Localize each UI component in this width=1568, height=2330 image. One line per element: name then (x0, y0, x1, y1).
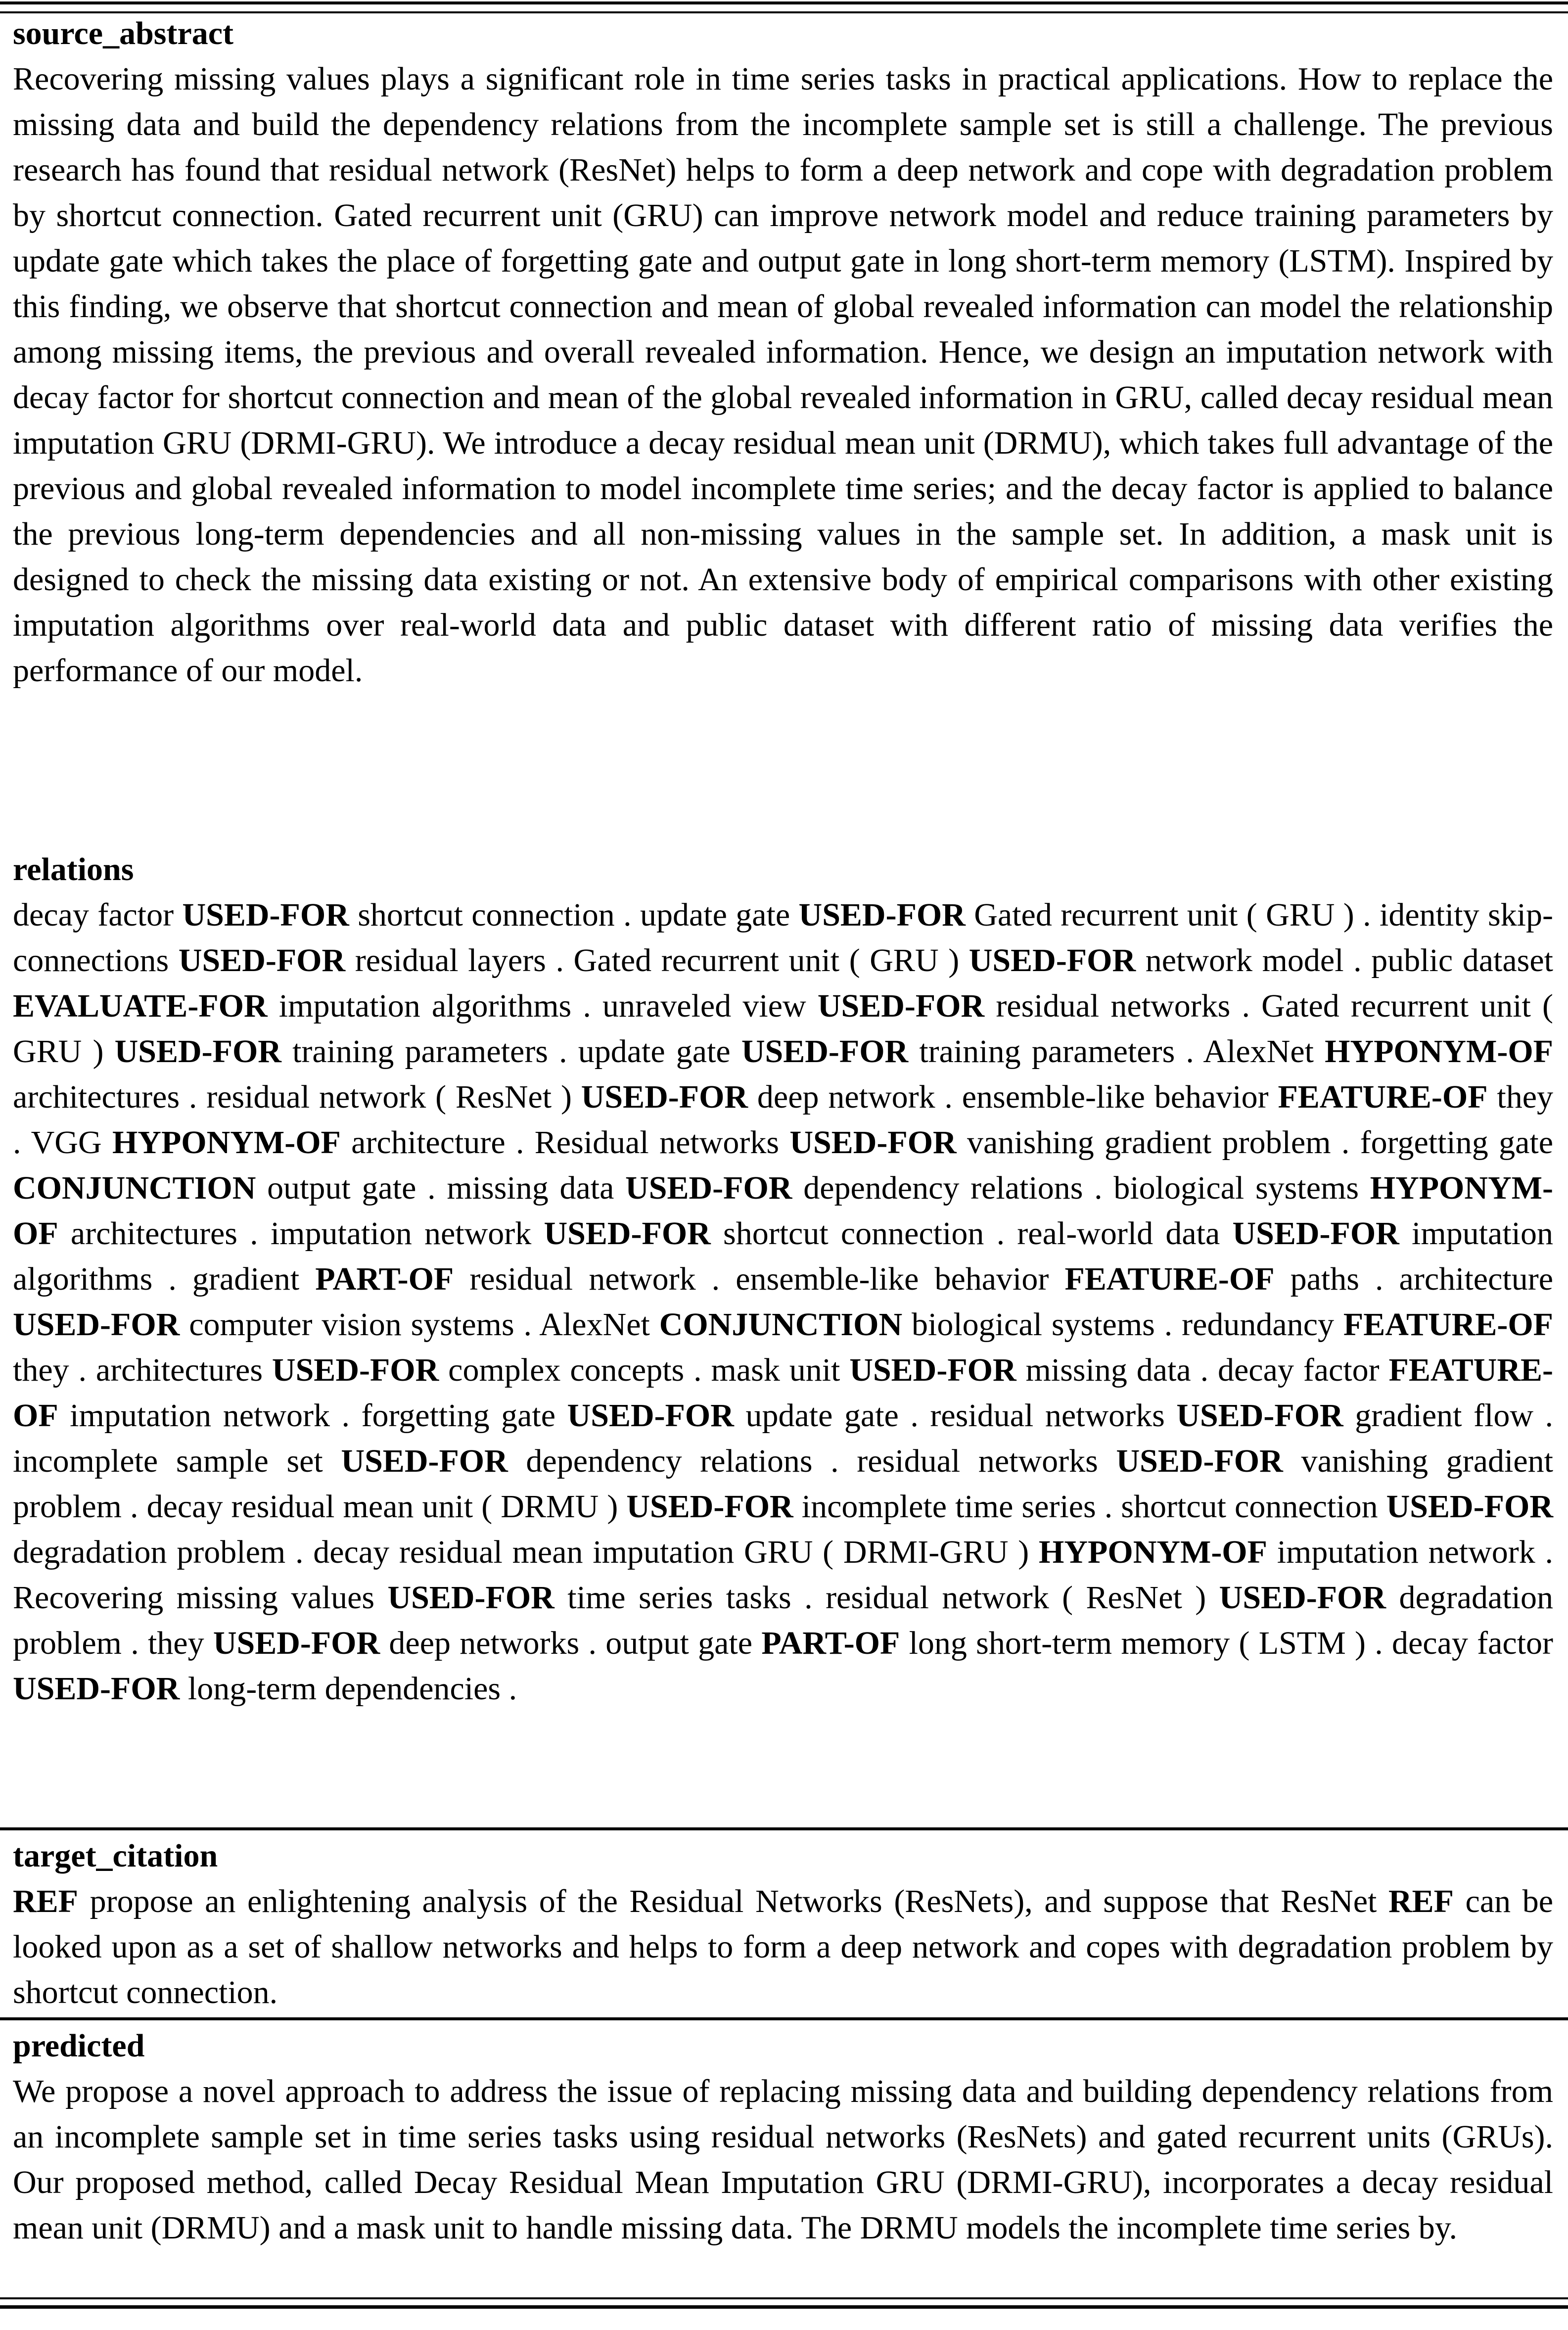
paragraph-predicted: We propose a novel approach to address the issue of replacing missing data and building dependency relations from an incomplete sample set in time series tasks using residual networks (ResNets) and gated recurrent units (GRUs). Our proposed method, called Decay Residual Mean Imputation GRU (DRMI-GRU), incorporates a decay residual mean unit (DRMU) and a mask unit to handle missing data. The DRMU models the incomplete time series by. (13, 2073, 1553, 2246)
section-title-predicted: predicted (13, 2028, 145, 2064)
section-title-target-citation: target_citation (13, 1838, 218, 1874)
bottom-rule-upper (0, 2297, 1568, 2299)
section-source-abstract (13, 11, 1553, 694)
section-target-citation (13, 1833, 1553, 2015)
divider-above-target-citation (0, 1827, 1568, 1830)
paragraph-source-abstract: Recovering missing values plays a significant role in time series tasks in practical applications. How to replace the missing data and build the dependency relations from the incomplete sample set is still a challenge. The previous research has found that residual network (ResNet) helps to form a deep network and cope with degradation problem by shortcut connection. Gated recurrent unit (GRU) can improve network model and reduce training parameters by update gate which takes the place of forgetting gate and output gate in long short-term memory (LSTM). Inspired by this finding, we observe that shortcut connection and mean of global revealed information can model the relationship among missing items, the previous and overall revealed information. Hence, we design an imputation network with decay factor for shortcut connection and mean of the global revealed information in GRU, called decay residual mean imputation GRU (DRMI-GRU). We introduce a decay residual mean unit (DRMU), which takes full advantage of the previous and global revealed information to model incomplete time series; and the decay factor is applied to balance the previous long-term dependencies and all non-missing values in the sample set. In addition, a mask unit is designed to check the missing data existing or not. An extensive body of empirical comparisons with other existing imputation algorithms over real-world data and public dataset with different ratio of missing data verifies the performance of our model. (13, 61, 1553, 689)
paragraph-target-citation: REF propose an enlightening analysis of the Residual Networks (ResNets), and suppose that ResNet REF can be looked upon as a set of shallow networks and helps to form a deep network and copes with degradation problem by shortcut connection. (13, 1883, 1553, 2010)
section-title-source-abstract: source_abstract (13, 15, 234, 51)
top-rule-upper (0, 1, 1568, 4)
section-title-relations: relations (13, 851, 134, 887)
bottom-rule-lower (0, 2305, 1568, 2309)
paragraph-relations: decay factor USED-FOR shortcut connection . update gate USED-FOR Gated recurrent unit ( GRU ) . identity skip-connections USED-FOR residual layers . Gated recurrent unit ( GRU ) USED-FOR network model . public dataset EVALUATE-FOR imputation algorithms . unraveled view USED-FOR residual networks . Gated recurrent unit ( GRU ) USED-FOR training parameters . update gate USED-FOR training parameters . AlexNet HYPONYM-OF architectures . residual network ( ResNet ) USED-FOR deep network . ensemble-like behavior FEATURE-OF they . VGG HYPONYM-OF architecture . Residual networks USED-FOR vanishing gradient problem . forgetting gate CONJUNCTION output gate . missing data USED-FOR dependency relations . biological systems HYPONYM-OF architectures . imputation network USED-FOR shortcut connection . real-world data USED-FOR imputation algorithms . gradient PART-OF residual network . ensemble-like behavior FEATURE-OF paths . architecture USED-FOR computer vision systems . AlexNet CONJUNCTION biological systems . redundancy FEATURE-OF they . architectures USED-FOR complex concepts . mask unit USED-FOR missing data . decay factor FEATURE-OF imputation network . forgetting gate USED-FOR update gate . residual networks USED-FOR gradient flow . incomplete sample set USED-FOR dependency relations . residual networks USED-FOR vanishing gradient problem . decay residual mean unit ( DRMU ) USED-FOR incomplete time series . shortcut connection USED-FOR degradation problem . decay residual mean imputation GRU ( DRMI-GRU ) HYPONYM-OF imputation network . Recovering missing values USED-FOR time series tasks . residual network ( ResNet ) USED-FOR degradation problem . they USED-FOR deep networks . output gate PART-OF long short-term memory ( LSTM ) . decay factor USED-FOR long-term dependencies . (13, 897, 1554, 1707)
divider-above-predicted (0, 2017, 1568, 2020)
section-predicted (13, 2023, 1553, 2251)
section-relations (13, 847, 1553, 1712)
